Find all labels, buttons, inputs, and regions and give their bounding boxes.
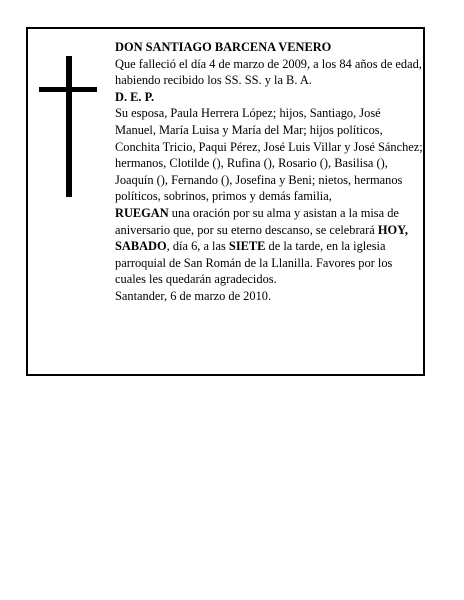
request-text-2: , día 6, a las bbox=[166, 239, 229, 254]
obituary-notice bbox=[26, 27, 425, 376]
obituary-text bbox=[115, 39, 423, 305]
today-saturday: HOY, SABADO bbox=[115, 222, 409, 254]
request-text-3: de la tarde, en la iglesia parroquial de San Román de la Llanilla. Favores por los cuales les quedarán agradecidos. bbox=[115, 239, 393, 287]
seven-hour: SIETE bbox=[228, 239, 266, 254]
cross-icon-bar bbox=[39, 87, 97, 92]
deceased-name: DON SANTIAGO BARCENA VENERO bbox=[115, 40, 332, 54]
place-date: Santander, 6 de marzo de 2010. bbox=[115, 288, 272, 303]
cross-icon bbox=[66, 56, 72, 197]
death-line: Que falleció el día 4 de marzo de 2009, a los 84 años de edad, habiendo recibido los SS. SS. y la B. A. bbox=[115, 56, 422, 88]
rip-line: D. E. P. bbox=[115, 89, 155, 104]
request-text-1: una oración por su alma y asistan a la misa de aniversario que, por su eterno descanso, se celebrará bbox=[115, 205, 399, 237]
family-list: Su esposa, Paula Herrera López; hijos, Santiago, José Manuel, María Luisa y María del Mar; hijos políticos, Conchita Tricio, Paqui Pérez, José Luis Villar y José Sánchez; hermanos, Clotilde (), Rufina (), Rosario (), Basilisa (), Joaquín (), Fernando (), Josefina y Beni; nietos, hermanos políticos, sobrinos, primos y demás familia, bbox=[115, 106, 423, 204]
request-paragraph bbox=[115, 205, 423, 288]
ruegan-word: RUEGAN bbox=[115, 205, 169, 220]
